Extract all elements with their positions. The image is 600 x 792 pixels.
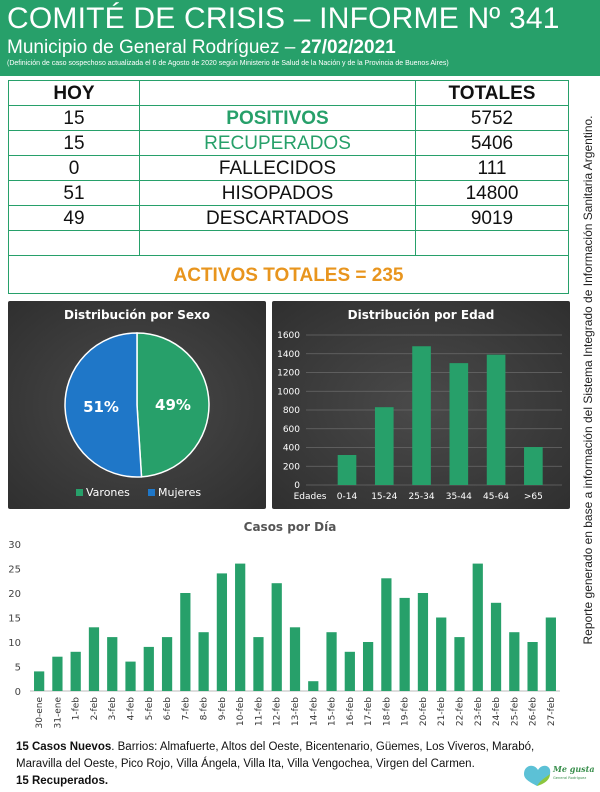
daily-bar [418, 593, 428, 691]
x-tick-label: 15-feb [327, 697, 338, 727]
daily-bar [400, 598, 410, 691]
stats-row-hisopados [9, 181, 568, 206]
source-side-note [578, 85, 598, 675]
hoy-value: 49 [9, 206, 140, 230]
me-gusta-logo [520, 758, 595, 788]
x-tick-label: 6-feb [163, 697, 174, 721]
y-tick-label: 5 [14, 662, 21, 674]
y-tick-label: 10 [8, 638, 21, 649]
daily-bar [527, 642, 537, 691]
age-chart-title: Distribución por Edad [347, 308, 495, 322]
row-label: DESCARTADOS [140, 206, 416, 230]
total-value: 5752 [470, 108, 514, 129]
daily-bar [180, 593, 190, 691]
daily-bar [436, 618, 446, 692]
stats-table [8, 80, 569, 294]
daily-bar [162, 637, 172, 691]
stats-row-empty [9, 231, 568, 256]
header-totales: TOTALES [448, 83, 536, 104]
x-tick-label: 11-feb [254, 697, 265, 727]
y-tick-label: 0 [294, 481, 300, 491]
x-axis-label: Edades [293, 492, 327, 502]
report-subtitle [7, 37, 396, 59]
footer-notes [16, 739, 556, 790]
total-value: 111 [477, 158, 507, 179]
daily-bar [144, 647, 154, 691]
daily-bar [199, 632, 209, 691]
daily-bar [509, 632, 519, 691]
y-tick-label: 1400 [277, 349, 300, 360]
x-tick-label: 9-feb [217, 697, 228, 721]
daily-bar [326, 632, 336, 691]
definition-note: (Definición de caso sospechoso actualizada el 6 de Agosto de 2020 según Ministerio de Salud de la Nación y de la Provincia de Buenos Aires) [7, 60, 449, 67]
hoy-value: 0 [9, 156, 140, 180]
stats-row-descartados [9, 206, 568, 231]
pie-value-label-varones: 49% [155, 395, 191, 414]
report-title: COMITÉ DE CRISIS – INFORME Nº 341 [7, 2, 560, 35]
header-blank [140, 81, 416, 105]
recovered-label: 15 Recuperados. [16, 775, 109, 787]
daily-bar [473, 564, 483, 691]
new-cases-label: 15 Casos Nuevos [16, 741, 112, 753]
age-bar-chart [272, 301, 570, 509]
barrios-list: . Barrios: Almafuerte, Altos del Oeste, Bicentenario, Güemes, Los Viveros, Marabó, Maravilla del Oeste, Pico Rojo, Villa Ángela, Villa Ita, Villa Vengochea, Virgen del Carmen. [16, 741, 535, 770]
x-tick-label: 26-feb [528, 697, 539, 727]
sex-pie-chart [8, 301, 266, 509]
y-tick-label: 25 [8, 564, 21, 576]
empty-cell [140, 231, 416, 255]
hoy-value: 51 [9, 181, 140, 205]
age-bar [338, 455, 357, 485]
x-tick-label: 15-24 [371, 492, 398, 502]
x-tick-label: 3-feb [108, 697, 119, 721]
daily-bar [546, 618, 556, 692]
pie-value-label-mujeres: 51% [83, 398, 119, 417]
empty-cell [416, 231, 568, 255]
report-date: 27/02/2021 [300, 37, 396, 58]
y-tick-label: 600 [282, 424, 300, 435]
daily-bar [491, 603, 501, 691]
stats-row-positivos [9, 106, 568, 131]
x-tick-label: 10-feb [236, 697, 247, 727]
sex-distribution-panel [8, 301, 266, 509]
daily-bar [272, 583, 282, 691]
y-tick-label: 1000 [277, 387, 300, 398]
legend-swatch-varones [76, 489, 83, 496]
y-tick-label: 30 [8, 540, 21, 551]
daily-bar-chart [0, 530, 575, 740]
x-tick-label: 22-feb [455, 697, 466, 727]
daily-bar [454, 637, 464, 691]
daily-bar [308, 681, 318, 691]
source-side-text: Reporte generado en base a información del Sistema Integrado de Información Sanitaria Argentino. [581, 115, 595, 645]
total-value: 5406 [470, 133, 514, 154]
daily-bar [107, 637, 117, 691]
x-tick-label: 17-feb [364, 697, 375, 727]
hoy-value: 15 [9, 131, 140, 155]
x-tick-label: 24-feb [492, 697, 503, 727]
x-tick-label: 45-64 [483, 492, 510, 502]
age-bar [412, 346, 431, 485]
x-tick-label: 23-feb [473, 697, 484, 727]
y-tick-label: 20 [8, 589, 21, 600]
x-tick-label: 12-feb [272, 697, 283, 727]
daily-bar [381, 578, 391, 691]
y-tick-label: 200 [282, 462, 300, 473]
row-label: FALLECIDOS [140, 156, 416, 180]
x-tick-label: 13-feb [291, 697, 301, 727]
legend-label-mujeres: Mujeres [158, 486, 202, 499]
x-tick-label: 1-feb [71, 697, 82, 721]
x-tick-label: 31-ene [53, 697, 64, 729]
y-tick-label: 400 [282, 443, 300, 454]
x-tick-label: 7-feb [181, 697, 192, 721]
recovered-line [16, 773, 556, 790]
y-tick-label: 800 [282, 406, 300, 416]
x-tick-label: 27-feb [546, 697, 557, 727]
x-tick-label: 21-feb [437, 697, 448, 727]
age-distribution-panel [272, 301, 570, 509]
stats-row-recuperados [9, 131, 568, 156]
municipality-name: Municipio de General Rodríguez – [7, 37, 301, 58]
daily-bar [71, 652, 81, 691]
logo-text: Me gusta [553, 764, 595, 774]
x-tick-label: 19-feb [400, 697, 411, 727]
daily-bar [290, 627, 300, 691]
x-tick-label: 25-34 [408, 492, 435, 502]
daily-bar [363, 642, 373, 691]
daily-bar [125, 662, 135, 691]
hoy-value: 15 [9, 106, 140, 130]
x-tick-label: 16-feb [345, 697, 356, 727]
x-tick-label: 25-feb [510, 697, 521, 727]
y-tick-label: 1600 [277, 331, 300, 341]
row-label: POSITIVOS [140, 106, 416, 130]
daily-bar [52, 657, 62, 691]
legend-label-varones: Varones [86, 486, 130, 499]
daily-chart-title: Casos por Día [243, 520, 337, 534]
legend-swatch-mujeres [148, 489, 155, 496]
heart-icon [524, 766, 550, 786]
logo-subtext: General Rodríguez [553, 776, 587, 780]
daily-bar [235, 564, 245, 691]
row-label: RECUPERADOS [140, 131, 416, 155]
age-bar [487, 355, 506, 485]
sex-chart-title: Distribución por Sexo [63, 308, 210, 322]
x-tick-label: 30-ene [35, 697, 46, 729]
daily-bar [217, 573, 227, 691]
report-header [0, 0, 600, 76]
y-tick-label: 0 [14, 687, 21, 698]
row-label: HISOPADOS [140, 181, 416, 205]
header-hoy: HOY [9, 81, 140, 105]
x-tick-label: 35-44 [445, 492, 472, 502]
x-tick-label: 5-feb [144, 697, 155, 721]
age-bar [450, 363, 469, 485]
x-tick-label: 2-feb [89, 697, 100, 721]
age-bar [375, 407, 394, 485]
x-tick-label: 18-feb [382, 697, 393, 727]
daily-bar [89, 627, 99, 691]
age-bar [524, 447, 543, 485]
daily-bar [345, 652, 355, 691]
x-tick-label: 14-feb [309, 697, 320, 727]
x-tick-label: 0-14 [336, 492, 358, 502]
total-value: 14800 [465, 183, 519, 204]
stats-header-row [9, 81, 568, 106]
daily-bar [34, 671, 44, 691]
daily-bar [253, 637, 263, 691]
x-tick-label: 8-feb [199, 697, 210, 721]
empty-cell [9, 231, 140, 255]
activos-totales: ACTIVOS TOTALES = 235 [173, 265, 404, 286]
y-tick-label: 1200 [277, 368, 300, 379]
x-tick-label: 4-feb [126, 697, 137, 721]
total-value: 9019 [470, 208, 514, 229]
new-cases-line [16, 739, 556, 773]
x-tick-label: 20-feb [418, 697, 429, 727]
stats-row-fallecidos [9, 156, 568, 181]
y-tick-label: 15 [8, 613, 21, 625]
x-tick-label: >65 [523, 492, 543, 502]
